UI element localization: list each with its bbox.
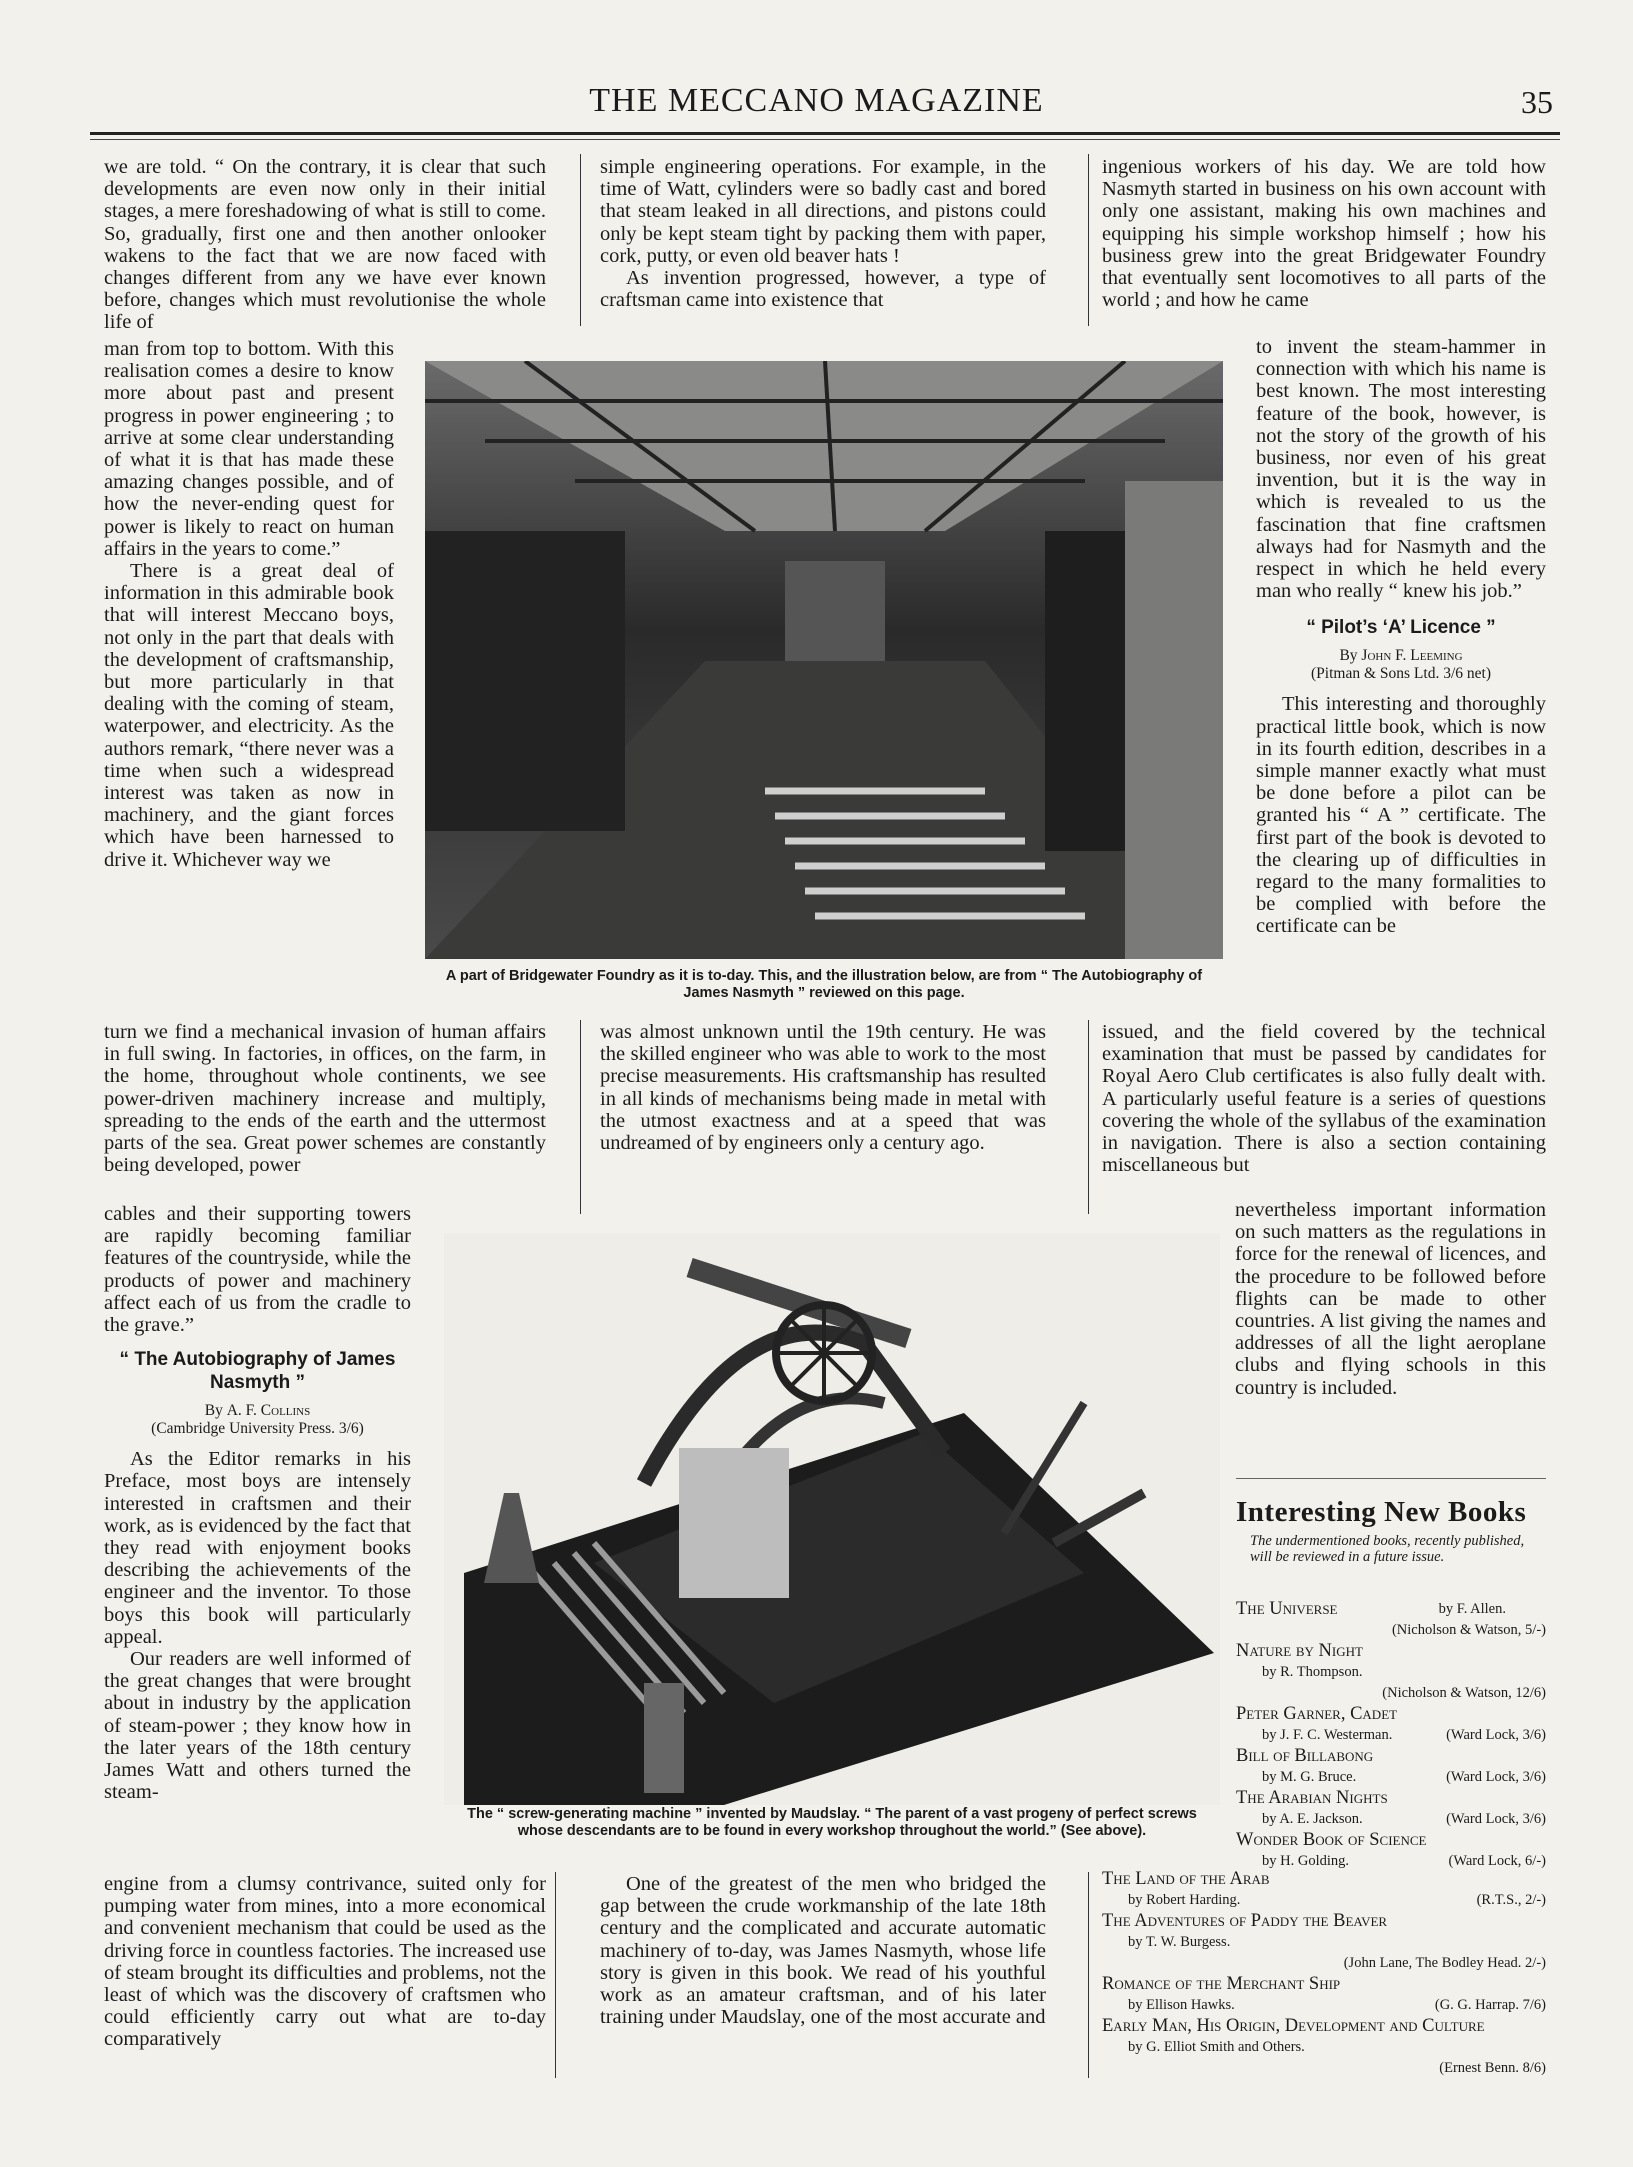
col3-narrow-text: to invent the steam-hammer in connection with which his name is best known. The most interesting feature of the book, however, is not the story of the growth of his business, nor even of his great invention, but it is the way in which is revealed to us the fascination that fine craftsmen always had for Nasmyth and the respect in which he held every man who really “ knew his job.”: [1256, 336, 1546, 603]
book-item: Nature by Night by R. Thompson. (Nicholson & Watson, 12/6): [1236, 1641, 1546, 1701]
review-publisher: (Cambridge University Press. 3/6): [151, 1420, 364, 1438]
col1-mid: [104, 1021, 546, 1176]
pilot-author: By John F. Leeming: [1339, 647, 1463, 665]
col3-narrow: [1256, 336, 1546, 938]
pilot-p1: This interesting and thoroughly practical little book, which is now in its fourth edition, describes in a simple manner exactly what must be done before a pilot can be granted his “ A ” certificate. The first part of the book is devoted to the clearing up of difficulties in regard to the many formalities to be complied with before the certificate can be: [1256, 693, 1546, 938]
book-list-lower: [1102, 1869, 1546, 2079]
col1-narrow: [104, 338, 394, 871]
column-divider: [1088, 1020, 1089, 1214]
col2-bottom: [600, 1873, 1046, 2028]
col3-top: [1102, 156, 1546, 311]
book-item: Wonder Book of Science by H. Golding. (Ward Lock, 6/-): [1236, 1830, 1546, 1869]
screw-machine-caption: The “ screw-generating machine ” invented by Maudslay. “ The parent of a vast progeny of perfect screws whose descendants are to be found in every workshop throughout the world.” (See above).: [467, 1806, 1197, 1839]
col2-mid-text: was almost unknown until the 19th century. He was the skilled engineer who was able to work to the most precise measurements. His craftsmanship has resulted in all kinds of mechanisms being made in metal with the utmost exactness and at a speed that was undreamed of by engineers only a century ago.: [600, 1021, 1046, 1155]
col2-mid: [600, 1021, 1046, 1154]
book-item: Early Man, His Origin, Development and Culture by G. Elliot Smith and Others. (Ernest Benn. 8/6): [1102, 2016, 1546, 2076]
header-rule-thin: [90, 139, 1560, 140]
screw-machine-photo: [444, 1233, 1220, 1805]
col1-bottom-text: engine from a clumsy contrivance, suited only for pumping water from mines, into a more economical and convenient mechanism that could be used as the driving force in countless factories. The increased use of steam brought its difficulties and problems, not the least of which was the discovery of craftsmen who could efficiently carry out what are to-day comparatively: [104, 1873, 546, 2051]
col3-mid-text: issued, and the field covered by the technical examination that must be passed by candidates for Royal Aero Club certificates is also fully dealt with. A particularly useful feature is a series of questions covering the whole of the syllabus of the examination in navigation. There is also a section containing miscellaneous but: [1102, 1021, 1546, 1177]
col2-top-text: simple engineering operations. For example, in the time of Watt, cylinders were so badly cast and bored that steam leaked in all directions, and pistons could only be kept steam tight by packing them with paper, cork, putty, or even old beaver hats !: [600, 156, 1046, 267]
foundry-caption: A part of Bridgewater Foundry as it is to-day. This, and the illustration below, are from “ The Autobiography of James Nasmyth ” reviewed on this page.: [445, 968, 1203, 1001]
col1-bottom: [104, 1873, 546, 2051]
review-author: By A. F. Collins: [204, 1402, 311, 1420]
book-item: Peter Garner, Cadet by J. F. C. Westerman. (Ward Lock, 3/6): [1236, 1704, 1546, 1743]
book-item: Romance of the Merchant Ship by Ellison Hawks. (G. G. Harrap. 7/6): [1102, 1974, 1546, 2013]
col1-top-text: we are told. “ On the contrary, it is clear that such developments are even now only in their initial stages, a mere foreshadowing of what is still to come. So, gradually, first one and then another onlooker wakens to the fact that we are now faced with changes different from any we have ever known before, changes which must revolutionise the whole life of: [104, 156, 546, 334]
review-heading: “ The Autobiography of James Nasmyth ”: [119, 1349, 396, 1394]
col2-bottom-text: One of the greatest of the men who bridged the gap between the crude workmanship of the late 18th century and the complicated and accurate automatic machinery of to-day, was James Nasmyth, whose life story is given in this book. We read of his youthful work as an amateur craftsman, and of his later training under Maudslay, one of the most accurate and: [600, 1873, 1046, 2029]
column-divider: [1088, 154, 1089, 326]
foundry-photo: [425, 361, 1223, 959]
review-p2: Our readers are well informed of the great changes that were brought about in industry by the application of steam-power ; they know how in the later years of the 18th century James Watt and others turned the steam-: [104, 1648, 411, 1804]
col2-top: [600, 156, 1046, 311]
col1-narrow-p2: There is a great deal of information in this admirable book that will interest Meccano boys, not only in the part that deals with the development of craftsmanship, but more particularly in that dealing with the coming of steam, waterpower, and electricity. As the authors remark, “there never was a time when such a widespread interest was taken as now in machinery, and the giant forces which have been harnessed to drive it. Whichever way we: [104, 560, 394, 871]
book-list-upper: [1236, 1599, 1546, 1872]
books-intro: The undermentioned books, recently published, will be reviewed in a future issue.: [1250, 1533, 1525, 1565]
col2-top-p2: As invention progressed, however, a type of craftsman came into existence that: [600, 267, 1046, 312]
review-p1: As the Editor remarks in his Preface, most boys are intensely interested in craftsmen and their work, as is evidenced by the fact that they read with enjoyment books describing the achievements of the engineer and the inventor. To those boys this book will particularly appeal.: [104, 1448, 411, 1648]
book-item: The Land of the Arab by Robert Harding. (R.T.S., 2/-): [1102, 1869, 1546, 1908]
books-rule: [1236, 1478, 1546, 1479]
book-item: Bill of Billabong by M. G. Bruce. (Ward Lock, 3/6): [1236, 1746, 1546, 1785]
pilot-publisher: (Pitman & Sons Ltd. 3/6 net): [1311, 665, 1491, 683]
column-divider: [580, 154, 581, 326]
col3-top-text: ingenious workers of his day. We are told how Nasmyth started in business on his own account with only one assistant, making his own machines and equipping his simple workshop himself ; how his business grew into the great Bridgewater Foundry that eventually sent locomotives to all parts of the world ; and how he came: [1102, 156, 1546, 312]
col1-top: [104, 156, 546, 334]
page-number: 35: [1521, 84, 1553, 120]
col3-narrow2-text: nevertheless important information on such matters as the regulations in force for the renewal of licences, and the procedure to be followed before flights can be made to other countries. A list giving the names and addresses of all the light aeroplane clubs and flying schools in this country is included.: [1235, 1199, 1546, 1399]
col1-mid-text: turn we find a mechanical invasion of human affairs in full swing. In factories, in offices, on the farm, in the home, throughout whole continents, we see power-driven machinery increase and multiply, spreading to the ends of the earth and the uttermost parts of the sea. Great power schemes are constantly being developed, power: [104, 1021, 546, 1177]
header-rule: [90, 132, 1560, 135]
book-item: The Arabian Nights by A. E. Jackson. (Ward Lock, 3/6): [1236, 1788, 1546, 1827]
book-item: The Universe by F. Allen. (Nicholson & Watson, 5/-): [1236, 1599, 1546, 1638]
col1-narrow2-text: cables and their supporting towers are rapidly becoming familiar features of the countryside, while the products of power and machinery affect each of us from the cradle to the grave.”: [104, 1203, 411, 1337]
col1-narrow-text: man from top to bottom. With this realisation comes a desire to know more about past and present progress in power engineering ; to arrive at some clear understanding of what it is that has made these amazing changes possible, and of how the never-ending quest for power is likely to react on human affairs in the years to come.”: [104, 338, 394, 560]
col1-narrow2: [104, 1203, 411, 1803]
books-title: Interesting New Books: [1236, 1496, 1527, 1528]
col3-narrow2: [1235, 1199, 1546, 1399]
col3-mid: [1102, 1021, 1546, 1176]
magazine-title: THE MECCANO MAGAZINE: [589, 82, 1044, 119]
book-item: The Adventures of Paddy the Beaver by T. W. Burgess. (John Lane, The Bodley Head. 2/-): [1102, 1911, 1546, 1971]
column-divider: [555, 1872, 556, 2078]
column-divider: [1088, 1872, 1089, 2078]
pilot-heading: “ Pilot’s ‘A’ Licence ”: [1306, 617, 1496, 639]
column-divider: [580, 1020, 581, 1214]
